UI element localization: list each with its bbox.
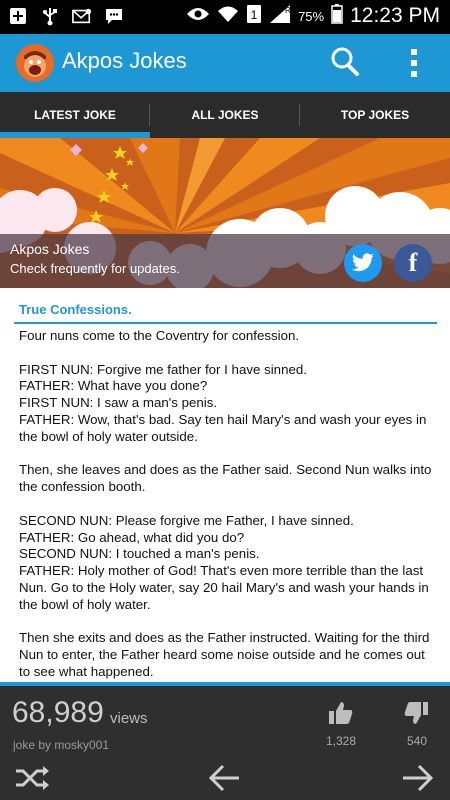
thumbs-down-icon[interactable] — [403, 700, 429, 726]
tab-latest-joke[interactable]: LATEST JOKE — [34, 108, 116, 122]
wifi-icon — [217, 5, 239, 27]
joke-title: True Confessions. — [19, 302, 132, 317]
tab-all-jokes[interactable]: ALL JOKES — [191, 108, 259, 122]
twitter-icon[interactable] — [344, 244, 382, 282]
shuffle-icon[interactable] — [14, 764, 50, 792]
app-title: Akpos Jokes — [62, 48, 187, 73]
facebook-icon[interactable]: f — [394, 244, 432, 282]
title-divider — [14, 322, 437, 324]
likes-count: 1,328 — [325, 734, 357, 748]
next-arrow-icon[interactable] — [400, 762, 436, 794]
overflow-menu-icon[interactable] — [406, 46, 422, 80]
usb-icon — [40, 6, 60, 26]
joke-body: Four nuns come to the Coventry for confession. FIRST NUN: Forgive me father for I have sinned. FATHER: What have you done? FIRST NUN: I saw a man's penis. FATHER: Wow, that's bad. Say ten hail Mary's and wash your eyes in the bowl of holy water outside. Then, she leaves and does as the Father said. Second Nun walks into the confession booth. SECOND NUN: Please forgive me Father, I have sinned. FATHER: Go ahead, what did you do? SECOND NUN: I touched a man's penis. FATHER: Holy mother of God! That's even more terrible than the last Nun. Go to the Holy water, say 20 hail Mary's and wash your hands in the bowl of holy water. Then she exits and does as the Father instructed. Waiting for the third Nun to enter, the Father heard some noise outside and he comes out to see what happened. — [19, 328, 432, 679]
chat-icon — [104, 6, 124, 26]
plus-box-icon — [8, 6, 28, 26]
sim-icon — [246, 4, 262, 28]
email-icon — [72, 6, 92, 26]
dislikes-count: 540 — [406, 734, 428, 748]
joke-author: joke by mosky001 — [13, 738, 110, 752]
svg-text:R: R — [285, 6, 291, 15]
banner — [0, 138, 450, 288]
battery-icon — [331, 4, 343, 28]
bottom-bar — [0, 682, 450, 800]
previous-arrow-icon[interactable] — [206, 762, 242, 794]
status-bar — [0, 0, 450, 34]
eye-icon — [186, 6, 210, 26]
clock: 12:23 PM — [350, 4, 440, 27]
signal-icon — [269, 4, 291, 28]
app-logo-icon[interactable] — [16, 44, 54, 82]
banner-subtitle: Check frequently for updates. — [10, 261, 180, 276]
app-bar — [0, 34, 450, 92]
banner-title: Akpos Jokes — [10, 241, 90, 257]
thumbs-up-icon[interactable] — [328, 700, 354, 726]
views-count: 68,989 — [12, 696, 104, 729]
search-icon[interactable] — [330, 46, 360, 78]
svg-text:1: 1 — [250, 8, 258, 22]
joke-content[interactable] — [0, 288, 450, 682]
battery-percentage: 75% — [298, 8, 325, 24]
tab-top-jokes[interactable]: TOP JOKES — [340, 108, 410, 122]
views-label: views — [110, 710, 148, 727]
